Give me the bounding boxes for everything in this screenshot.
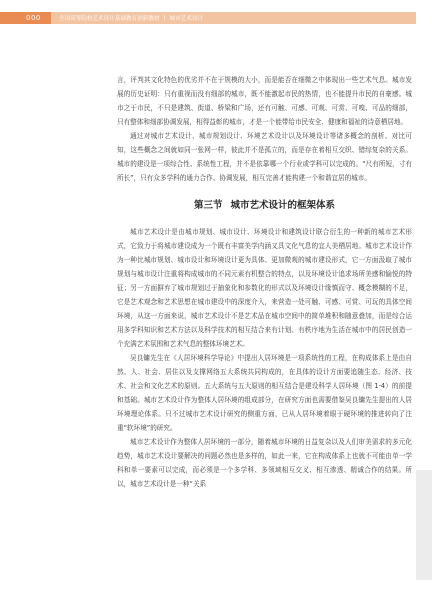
paragraph: 言，评判其文化特色的优劣并不在于规模的大小，而是能否在细微之中体现出一些艺术气息。城市发展的历史证明：只有重视而没有细部的城市，既不能激起市民的热情，也不能提升市民的自豪感。城市之于市民，不只是建筑、街道、桥梁和广场，还有可触、可感、可观、可赏、可嗅、可品的细部，只有整体和细部协调发展，相得益彰的城市，才是一个能带给市民安全、健康和福祉的诗意栖居地。 <box>117 76 412 126</box>
section-heading <box>117 199 412 213</box>
side-tab <box>416 470 432 580</box>
book-title: 城市艺术设计 <box>169 16 204 22</box>
series-title: 全国高等院校艺术设计基础教育创新教材 <box>58 16 160 22</box>
page-body <box>117 73 412 491</box>
paragraph: 城市艺术设计作为整体人居环境的一部分，随着城市环境的日益复杂以及人们审美需求的多元化趋势，城市艺术设计要解决的问题必然也是多样的，如此一来，它在构成体系上也就不可能由单一学科和单一要素可以完成，而必须是一个多学科、多领域相互交叉、相互渗透、精诚合作的结果。所以，城市艺术设计是一种“关系 <box>117 438 412 488</box>
section-title: 城市艺术设计的框架体系 <box>230 200 336 211</box>
paragraph: 城市艺术设计是由城市规划、城市设计、环境设计和建筑设计联合衍生的一种新的城市艺术形式，它致力于将城市建设成为一个既有丰富美学内涵又具文化气息的宜人美栖居地。城市艺术设计作为一种比城市规划、城市设计和环境设计更为具体、更加微观的城市建设形式，它一方面汲取了城市规划与城市设计注重将构成城市的不同元素有机整合的特点，以及环境设计追求场所美感和愉悦的特征；另一方面摒弃了城市规划过于抽象化和参数化的形式以及环境设计缘慎而守、概念模糊的不足，它是艺术观念和艺术思想在城市建设中的深度介入，来营造一处可触、可感、可赏、可玩的具体空间环境，从这一方面来说，城市艺术设计不是艺术品在城市空间中的简单堆积和随意叠加，而是综合运用多学科知识和艺术方法以及科学技术的相互结合来有计划、有秩序地为生活在城市中的居民创造一个充满艺术氛围和艺术气息的整体环境艺术。 <box>117 228 412 348</box>
section-number: 第三节 <box>193 200 223 211</box>
page-number: 000 <box>0 12 51 24</box>
header-separator: | <box>163 15 166 21</box>
header-bar <box>0 12 416 24</box>
page-header <box>0 0 432 50</box>
paragraph: 通过对城市艺术设计、城市规划设计、环境艺术设计以及环境设计等诸多概念的剖析、对比可知，这些概念之间就如同一张网一样，彼此并不是孤立的，而是存在着相互交织、错综复杂的关系。城市的建设是一项综合性、系统性工程，并不是依靠哪一个行业或学科可以完成的。“尺有所短，寸有所长”，只有众多学科的通力合作、协调发展，相互完善才能构建一个和谐宜居的城市。 <box>117 132 412 182</box>
paragraph: 吴良镛先生在《人居环境科学导论》中提出人居环境是一项系统性的工程，在构成体系上是由自然、人、社会、居住以及支撑网络五大系统共同构成的，在具体的设计方面要追随生态、经济、技术、社会和文化艺术的原则。五大系统与五大原则的相互结合是建设科学人居环境（图 1-4）的前提和基础。城市艺术设计作为整体人居环境的组成部分，在研究方面也需要借鉴吴良镛先生提出的人居环境理论体系。只不过城市艺术设计研究的侧重方面，已从人居环境着眼于硬环境的推进转向了注重“软环境”的研究。 <box>117 354 412 432</box>
